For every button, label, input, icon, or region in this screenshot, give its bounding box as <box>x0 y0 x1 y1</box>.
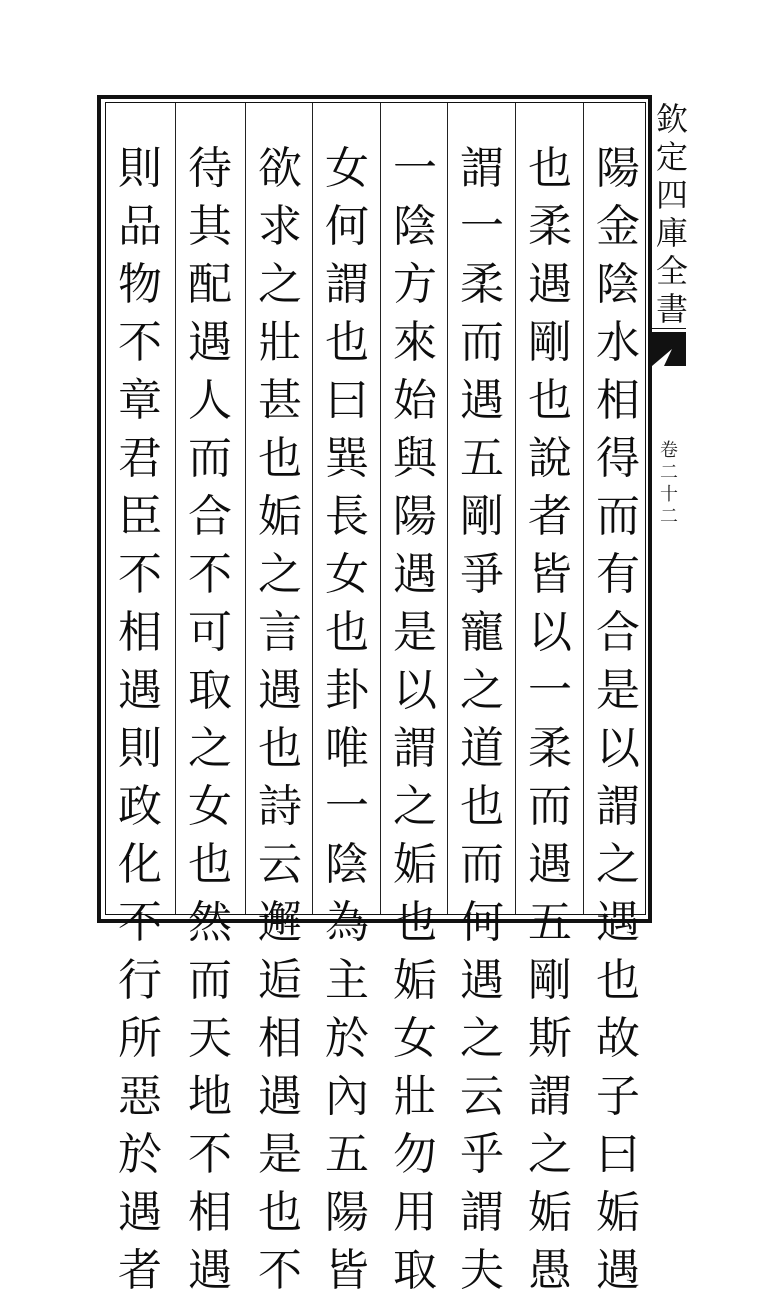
glyph: 也 <box>325 607 369 658</box>
glyph: 五 <box>325 1129 369 1180</box>
glyph: 求 <box>258 201 302 252</box>
glyph: 用 <box>393 1187 437 1238</box>
glyph: 以 <box>528 607 572 658</box>
text-column-2 <box>521 140 579 1296</box>
glyph: 柔 <box>528 723 572 774</box>
glyph: 女 <box>325 549 369 600</box>
glyph: 合 <box>188 491 232 542</box>
glyph: 來 <box>393 317 437 368</box>
margin-title <box>652 100 692 328</box>
margin-glyph: 二 <box>660 506 678 527</box>
glyph: 謂 <box>528 1071 572 1122</box>
glyph: 曰 <box>596 1129 640 1180</box>
glyph: 遇 <box>596 1245 640 1296</box>
glyph: 陰 <box>325 839 369 890</box>
glyph: 遇 <box>596 897 640 948</box>
column-divider <box>312 103 313 914</box>
glyph: 所 <box>118 1013 162 1064</box>
glyph: 遇 <box>460 375 504 426</box>
glyph: 唯 <box>325 723 369 774</box>
glyph: 之 <box>528 1129 572 1180</box>
text-column-6 <box>251 140 309 1296</box>
glyph: 陽 <box>393 491 437 542</box>
glyph: 姤 <box>258 491 302 542</box>
text-column-7 <box>181 140 239 1296</box>
glyph: 也 <box>460 781 504 832</box>
margin-glyph: 庫 <box>655 214 688 252</box>
glyph: 取 <box>188 665 232 716</box>
column-divider <box>583 103 584 914</box>
glyph: 不 <box>118 897 162 948</box>
glyph: 於 <box>118 1129 162 1180</box>
glyph: 待 <box>188 143 232 194</box>
glyph: 遇 <box>528 259 572 310</box>
glyph: 者 <box>118 1245 162 1296</box>
glyph: 其 <box>188 201 232 252</box>
glyph: 何 <box>460 897 504 948</box>
glyph: 爭 <box>460 549 504 600</box>
glyph: 然 <box>188 897 232 948</box>
glyph: 品 <box>118 201 162 252</box>
glyph: 君 <box>118 433 162 484</box>
glyph: 卦 <box>325 665 369 716</box>
glyph: 也 <box>596 955 640 1006</box>
glyph: 相 <box>118 607 162 658</box>
glyph: 一 <box>325 781 369 832</box>
glyph: 言 <box>258 607 302 658</box>
glyph: 姤 <box>393 955 437 1006</box>
glyph: 地 <box>188 1071 232 1122</box>
glyph: 內 <box>325 1071 369 1122</box>
glyph: 合 <box>596 607 640 658</box>
glyph: 之 <box>393 781 437 832</box>
glyph: 五 <box>460 433 504 484</box>
glyph: 姤 <box>528 1187 572 1238</box>
glyph: 而 <box>460 839 504 890</box>
glyph: 也 <box>325 317 369 368</box>
glyph: 陰 <box>393 201 437 252</box>
glyph: 而 <box>188 433 232 484</box>
glyph: 勿 <box>393 1129 437 1180</box>
glyph: 之 <box>460 1013 504 1064</box>
glyph: 柔 <box>460 259 504 310</box>
glyph: 說 <box>528 433 572 484</box>
column-divider <box>447 103 448 914</box>
glyph: 於 <box>325 1013 369 1064</box>
glyph: 而 <box>188 955 232 1006</box>
glyph: 逅 <box>258 955 302 1006</box>
glyph: 也 <box>258 1187 302 1238</box>
glyph: 化 <box>118 839 162 890</box>
glyph: 之 <box>188 723 232 774</box>
glyph: 是 <box>258 1129 302 1180</box>
glyph: 皆 <box>528 549 572 600</box>
glyph: 壯 <box>393 1071 437 1122</box>
margin-glyph: 定 <box>655 138 688 176</box>
margin-glyph: 全 <box>655 252 688 290</box>
glyph: 謂 <box>596 781 640 832</box>
glyph: 女 <box>188 781 232 832</box>
glyph: 壯 <box>258 317 302 368</box>
glyph: 長 <box>325 491 369 542</box>
glyph: 之 <box>596 839 640 890</box>
glyph: 物 <box>118 259 162 310</box>
glyph: 遇 <box>258 1071 302 1122</box>
glyph: 詩 <box>258 781 302 832</box>
text-column-1 <box>589 140 647 1296</box>
glyph: 遇 <box>258 665 302 716</box>
glyph: 愚 <box>528 1245 572 1296</box>
glyph: 臣 <box>118 491 162 542</box>
glyph: 天 <box>188 1013 232 1064</box>
glyph: 柔 <box>528 201 572 252</box>
glyph: 也 <box>258 723 302 774</box>
glyph: 與 <box>393 433 437 484</box>
glyph: 女 <box>325 143 369 194</box>
glyph: 方 <box>393 259 437 310</box>
glyph: 相 <box>596 375 640 426</box>
glyph: 為 <box>325 897 369 948</box>
glyph: 故 <box>596 1013 640 1064</box>
glyph: 也 <box>188 839 232 890</box>
glyph: 則 <box>118 723 162 774</box>
glyph: 謂 <box>393 723 437 774</box>
glyph: 遇 <box>528 839 572 890</box>
glyph: 陽 <box>325 1187 369 1238</box>
glyph: 也 <box>528 143 572 194</box>
column-divider <box>245 103 246 914</box>
glyph: 剛 <box>528 317 572 368</box>
glyph: 是 <box>393 607 437 658</box>
column-divider <box>515 103 516 914</box>
column-divider <box>175 103 176 914</box>
glyph: 道 <box>460 723 504 774</box>
glyph: 不 <box>118 549 162 600</box>
glyph: 水 <box>596 317 640 368</box>
glyph: 以 <box>596 723 640 774</box>
glyph: 甚 <box>258 375 302 426</box>
glyph: 之 <box>258 549 302 600</box>
text-column-8 <box>111 140 169 1296</box>
glyph: 之 <box>258 259 302 310</box>
glyph: 曰 <box>325 375 369 426</box>
glyph: 皆 <box>325 1245 369 1296</box>
glyph: 政 <box>118 781 162 832</box>
glyph: 一 <box>460 201 504 252</box>
glyph: 剛 <box>460 491 504 542</box>
margin-volume-number <box>652 440 686 528</box>
glyph: 配 <box>188 259 232 310</box>
glyph: 以 <box>393 665 437 716</box>
glyph: 章 <box>118 375 162 426</box>
glyph: 云 <box>460 1071 504 1122</box>
glyph: 姤 <box>393 839 437 890</box>
fishtail-mark-icon <box>652 330 686 368</box>
glyph: 欲 <box>258 143 302 194</box>
glyph: 主 <box>325 955 369 1006</box>
glyph: 者 <box>528 491 572 542</box>
glyph: 不 <box>188 1129 232 1180</box>
glyph: 遇 <box>393 549 437 600</box>
glyph: 子 <box>596 1071 640 1122</box>
glyph: 巽 <box>325 433 369 484</box>
glyph: 五 <box>528 897 572 948</box>
margin-glyph: 十 <box>660 484 678 505</box>
glyph: 姤 <box>596 1187 640 1238</box>
margin-glyph: 四 <box>655 176 688 214</box>
glyph: 之 <box>460 665 504 716</box>
glyph: 而 <box>596 491 640 542</box>
glyph: 夫 <box>460 1245 504 1296</box>
glyph: 一 <box>528 665 572 716</box>
margin-glyph: 欽 <box>655 100 688 138</box>
glyph: 陽 <box>596 143 640 194</box>
glyph: 也 <box>528 375 572 426</box>
glyph: 不 <box>258 1245 302 1296</box>
glyph: 何 <box>325 201 369 252</box>
margin-glyph: 二 <box>660 462 678 483</box>
glyph: 不 <box>118 317 162 368</box>
margin-glyph: 書 <box>655 290 688 328</box>
glyph: 是 <box>596 665 640 716</box>
glyph: 謂 <box>460 1187 504 1238</box>
margin-glyph: 卷 <box>660 440 678 461</box>
glyph: 而 <box>528 781 572 832</box>
glyph: 則 <box>118 143 162 194</box>
glyph: 行 <box>118 955 162 1006</box>
glyph: 始 <box>393 375 437 426</box>
glyph: 也 <box>258 433 302 484</box>
glyph: 不 <box>188 549 232 600</box>
text-column-5 <box>318 140 376 1296</box>
glyph: 女 <box>393 1013 437 1064</box>
glyph: 也 <box>393 897 437 948</box>
glyph: 可 <box>188 607 232 658</box>
glyph: 得 <box>596 433 640 484</box>
glyph: 寵 <box>460 607 504 658</box>
glyph: 陰 <box>596 259 640 310</box>
glyph: 遇 <box>460 955 504 1006</box>
text-column-3 <box>453 140 511 1296</box>
glyph: 一 <box>393 143 437 194</box>
glyph: 剛 <box>528 955 572 1006</box>
glyph: 邂 <box>258 897 302 948</box>
glyph: 有 <box>596 549 640 600</box>
column-divider <box>380 103 381 914</box>
glyph: 遇 <box>188 317 232 368</box>
glyph: 金 <box>596 201 640 252</box>
glyph: 惡 <box>118 1071 162 1122</box>
glyph: 相 <box>188 1187 232 1238</box>
glyph: 人 <box>188 375 232 426</box>
glyph: 謂 <box>460 143 504 194</box>
margin-rule <box>652 328 686 329</box>
glyph: 乎 <box>460 1129 504 1180</box>
glyph: 取 <box>393 1245 437 1296</box>
glyph: 遇 <box>118 1187 162 1238</box>
glyph: 斯 <box>528 1013 572 1064</box>
text-column-4 <box>386 140 444 1296</box>
glyph: 遇 <box>188 1245 232 1296</box>
glyph: 謂 <box>325 259 369 310</box>
glyph: 相 <box>258 1013 302 1064</box>
glyph: 而 <box>460 317 504 368</box>
glyph: 遇 <box>118 665 162 716</box>
glyph: 云 <box>258 839 302 890</box>
